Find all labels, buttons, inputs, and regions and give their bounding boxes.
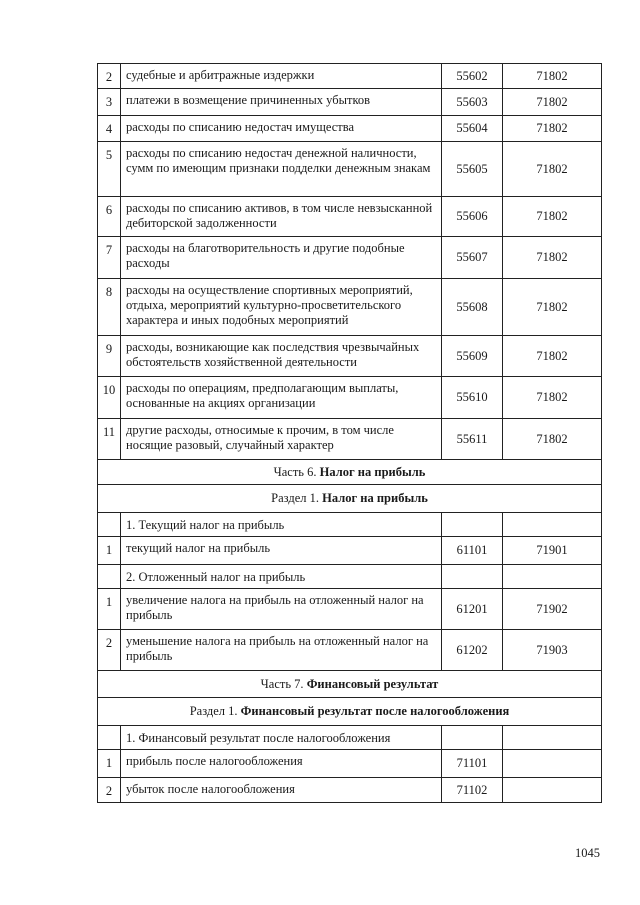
- subheading-row: [98, 726, 602, 750]
- row-description: расходы по операциям, предполагающим выплаты, основанные на акциях организации: [121, 377, 442, 419]
- row-description: увеличение налога на прибыль на отложенный налог на прибыль: [121, 589, 442, 630]
- account-code: 55610: [442, 377, 503, 419]
- empty-cell: [98, 726, 121, 750]
- row-description: прибыль после налогообложения: [121, 750, 442, 778]
- section-heading-title: Финансовый результат после налогообложения: [240, 704, 510, 718]
- row-number: 7: [98, 237, 121, 279]
- section-heading-row: [98, 698, 602, 726]
- table-row: [98, 589, 602, 630]
- empty-cell: [503, 726, 602, 750]
- account-code: 55608: [442, 279, 503, 336]
- account-code: 61101: [442, 537, 503, 565]
- table-row: [98, 142, 602, 197]
- corresponding-account: 71802: [503, 419, 602, 460]
- section-heading-prefix: Часть 6.: [273, 464, 320, 479]
- section-heading-title: Финансовый результат: [306, 676, 439, 691]
- row-description: текущий налог на прибыль: [121, 537, 442, 565]
- empty-cell: [503, 565, 602, 589]
- subheading-row: [98, 565, 602, 589]
- row-number: 5: [98, 142, 121, 197]
- account-code: 55603: [442, 89, 503, 116]
- row-description: платежи в возмещение причиненных убытков: [121, 89, 442, 116]
- subheading: 1. Текущий налог на прибыль: [121, 513, 442, 537]
- row-description: расходы на благотворительность и другие подобные расходы: [121, 237, 442, 279]
- table-row: [98, 778, 602, 803]
- subheading: 2. Отложенный налог на прибыль: [121, 565, 442, 589]
- section-heading-prefix: Часть 7.: [260, 676, 307, 691]
- account-code: 55607: [442, 237, 503, 279]
- corresponding-account: 71802: [503, 64, 602, 89]
- corresponding-account: [503, 750, 602, 778]
- table-row: [98, 237, 602, 279]
- table-row: [98, 197, 602, 237]
- row-number: 3: [98, 89, 121, 116]
- row-description: убыток после налогообложения: [121, 778, 442, 803]
- account-code: 55604: [442, 116, 503, 142]
- corresponding-account: 71802: [503, 142, 602, 197]
- row-number: 4: [98, 116, 121, 142]
- corresponding-account: 71802: [503, 116, 602, 142]
- row-number: 1: [98, 589, 121, 630]
- empty-cell: [98, 565, 121, 589]
- table-row: [98, 630, 602, 671]
- table-row: [98, 279, 602, 336]
- account-code: 55602: [442, 64, 503, 89]
- section-heading: [98, 485, 602, 513]
- account-code: 55606: [442, 197, 503, 237]
- row-number: 11: [98, 419, 121, 460]
- table-row: [98, 537, 602, 565]
- row-number: 6: [98, 197, 121, 237]
- row-description: расходы по списанию недостач имущества: [121, 116, 442, 142]
- row-description: другие расходы, относимые к прочим, в том числе носящие разовый, случайный характер: [121, 419, 442, 460]
- subheading: 1. Финансовый результат после налогообложения: [121, 726, 442, 750]
- empty-cell: [442, 513, 503, 537]
- section-heading: [98, 671, 602, 698]
- account-code: 55611: [442, 419, 503, 460]
- corresponding-account: 71802: [503, 237, 602, 279]
- corresponding-account: 71802: [503, 89, 602, 116]
- account-code: 71102: [442, 778, 503, 803]
- accounts-table-body: [98, 64, 602, 803]
- section-heading: [98, 460, 602, 485]
- section-heading-row: [98, 485, 602, 513]
- account-code: 71101: [442, 750, 503, 778]
- row-description: судебные и арбитражные издержки: [121, 64, 442, 89]
- table-row: [98, 64, 602, 89]
- empty-cell: [442, 565, 503, 589]
- section-heading-title: Налог на прибыль: [319, 464, 426, 479]
- row-number: 1: [98, 537, 121, 565]
- corresponding-account: 71902: [503, 589, 602, 630]
- empty-cell: [442, 726, 503, 750]
- corresponding-account: 71903: [503, 630, 602, 671]
- account-code: 61201: [442, 589, 503, 630]
- table-row: [98, 419, 602, 460]
- corresponding-account: 71802: [503, 197, 602, 237]
- corresponding-account: [503, 778, 602, 803]
- section-heading-prefix: Раздел 1.: [189, 704, 241, 718]
- table-row: [98, 336, 602, 377]
- account-code: 61202: [442, 630, 503, 671]
- section-heading: [98, 698, 602, 726]
- section-heading-title: Налог на прибыль: [322, 491, 428, 505]
- account-code: 55605: [442, 142, 503, 197]
- row-description: расходы по списанию недостач денежной наличности, сумм по имеющим признаки подделки денежным знакам: [121, 142, 442, 197]
- accounts-table: [97, 63, 602, 803]
- row-number: 10: [98, 377, 121, 419]
- row-number: 2: [98, 778, 121, 803]
- row-number: 1: [98, 750, 121, 778]
- corresponding-account: 71901: [503, 537, 602, 565]
- page-number: 1045: [575, 846, 600, 860]
- account-code: 55609: [442, 336, 503, 377]
- section-heading-row: [98, 671, 602, 698]
- section-heading-prefix: Раздел 1.: [271, 491, 323, 505]
- corresponding-account: 71802: [503, 336, 602, 377]
- table-row: [98, 377, 602, 419]
- row-description: расходы по списанию активов, в том числе невзысканной дебиторской задолженности: [121, 197, 442, 237]
- row-number: 9: [98, 336, 121, 377]
- table-row: [98, 116, 602, 142]
- row-number: 2: [98, 630, 121, 671]
- table-row: [98, 750, 602, 778]
- empty-cell: [98, 513, 121, 537]
- row-description: расходы на осуществление спортивных мероприятий, отдыха, мероприятий культурно-просветительского характера и иных подобных мероприятий: [121, 279, 442, 336]
- row-description: уменьшение налога на прибыль на отложенный налог на прибыль: [121, 630, 442, 671]
- table-row: [98, 89, 602, 116]
- subheading-row: [98, 513, 602, 537]
- row-number: 2: [98, 64, 121, 89]
- row-number: 8: [98, 279, 121, 336]
- section-heading-row: [98, 460, 602, 485]
- corresponding-account: 71802: [503, 377, 602, 419]
- row-description: расходы, возникающие как последствия чрезвычайных обстоятельств хозяйственной деятельности: [121, 336, 442, 377]
- corresponding-account: 71802: [503, 279, 602, 336]
- empty-cell: [503, 513, 602, 537]
